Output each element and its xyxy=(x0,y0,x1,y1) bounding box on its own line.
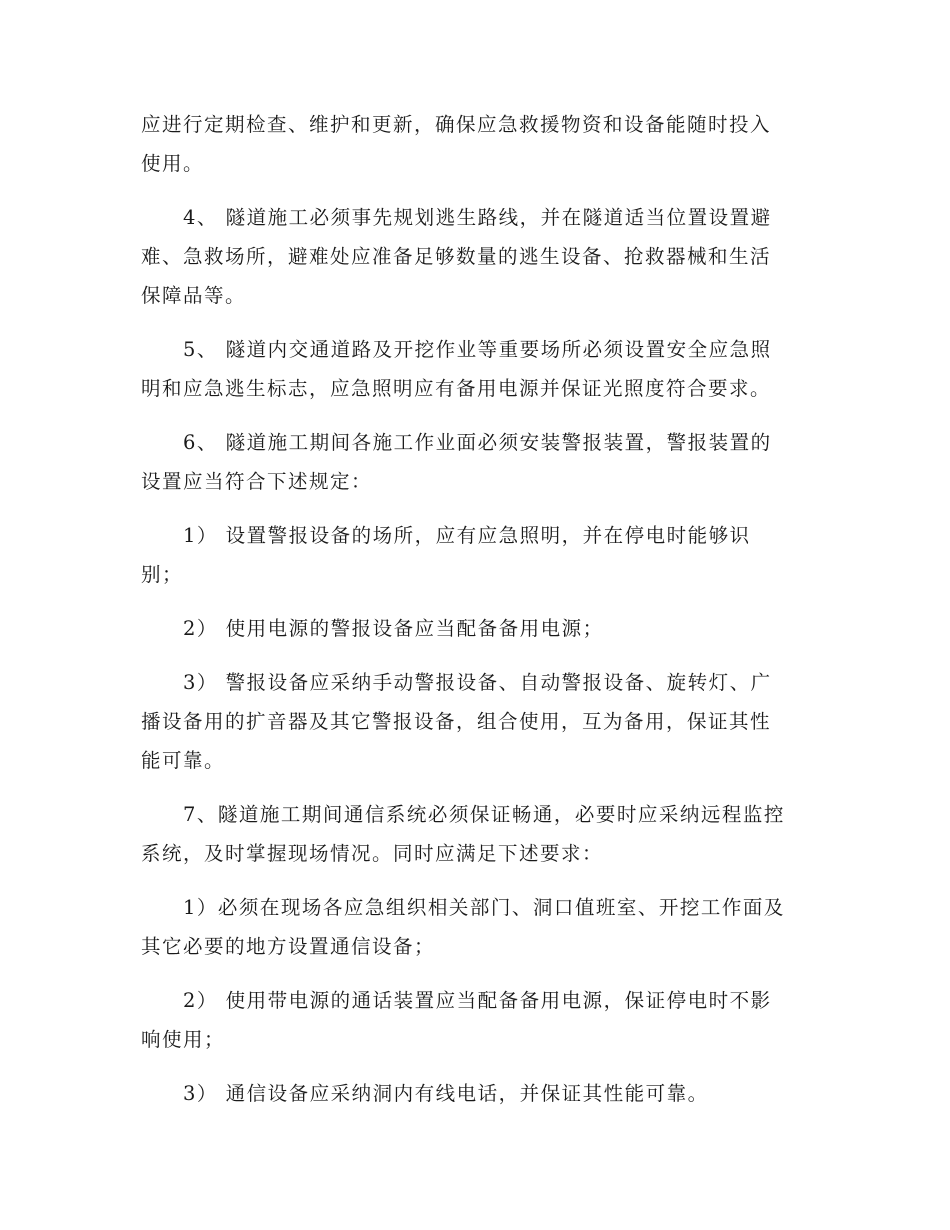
text-line-continuation: 能可靠。 xyxy=(141,749,226,772)
paragraph-subitem-6-2: 2） 使用电源的警报设备应当配备备用电源； xyxy=(183,617,604,640)
text-line-continuation: 难、急救场所，避难处应准备足够数量的逃生设备、抢救器械和生活 xyxy=(141,245,772,268)
text-line-continuation: 别； xyxy=(141,563,184,586)
text-line-continuation: 保障品等。 xyxy=(141,284,247,307)
text-line-continuation: 系统，及时掌握现场情况。同时应满足下述要求： xyxy=(141,842,604,865)
text-line-continuation: 响使用； xyxy=(141,1028,226,1051)
paragraph-item-5: 5、 隧道内交通道路及开挖作业等重要场所必须设置安全应急照 xyxy=(183,338,772,361)
text-line-continuation: 明和应急逃生标志，应急照明应有备用电源并保证光照度符合要求。 xyxy=(141,377,772,400)
paragraph-item-6: 6、 隧道施工期间各施工作业面必须安装警报装置，警报装置的 xyxy=(183,431,772,454)
paragraph-subitem-7-2: 2） 使用带电源的通话装置应当配备备用电源，保证停电时不影 xyxy=(183,989,772,1012)
paragraph-subitem-7-1: 1）必须在现场各应急组织相关部门、洞口值班室、开挖工作面及 xyxy=(183,896,785,919)
text-line-continuation: 使用。 xyxy=(141,152,205,175)
paragraph-subitem-6-1: 1） 设置警报设备的场所，应有应急照明，并在停电时能够识 xyxy=(183,524,751,547)
text-line-continuation: 其它必要的地方设置通信设备； xyxy=(141,935,436,958)
text-line-continuation: 应进行定期检查、维护和更新，确保应急救援物资和设备能随时投入 xyxy=(141,113,772,136)
paragraph-subitem-6-3: 3） 警报设备应采纳手动警报设备、自动警报设备、旋转灯、广 xyxy=(183,671,772,694)
paragraph-subitem-7-3: 3） 通信设备应采纳洞内有线电话，并保证其性能可靠。 xyxy=(183,1082,709,1105)
paragraph-item-7: 7、隧道施工期间通信系统必须保证畅通，必要时应采纳远程监控 xyxy=(183,803,785,826)
text-line-continuation: 设置应当符合下述规定： xyxy=(141,470,373,493)
text-line-continuation: 播设备用的扩音器及其它警报设备，组合使用，互为备用，保证其性 xyxy=(141,710,772,733)
paragraph-item-4: 4、 隧道施工必须事先规划逃生路线，并在隧道适当位置设置避 xyxy=(183,206,772,229)
